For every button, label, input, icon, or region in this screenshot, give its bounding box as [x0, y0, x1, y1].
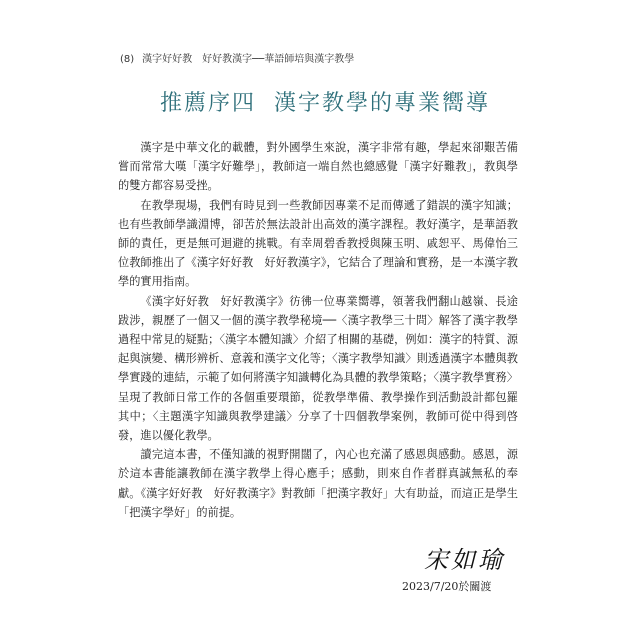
title-part2: 漢字教學的專業嚮導: [274, 91, 491, 116]
page-number: (8): [120, 54, 135, 65]
signing-date: 2023/7/20於關渡: [402, 580, 492, 593]
page-title: [160, 86, 490, 117]
paragraph: 讀完這本書，不僅知識的視野開闊了，內心也充滿了感恩與感動。感恩，源於這本書能讓教師在漢字教學上得心應手；感動，則來自作者群真誠無私的奉獻。《漢字好好教 好好教漢字》對教師「把漢字教好」大有助益，而這正是學生「把漢字學好」的前提。: [118, 448, 518, 519]
paragraph: 在教學現場，我們有時見到一些教師因專業不足而傳遞了錯誤的漢字知識；也有些教師學識淵博，卻苦於無法設計出高效的漢字課程。教好漢字，是華語教師的責任，更是無可迴避的挑戰。有幸周碧香教授與陳玉明、戚恕平、馬偉怡三位教師推出了《漢字好好教 好好教漢字》，它結合了理論和實務，是一本漢字教學的實用指南。: [118, 198, 518, 289]
paragraph: 《漢字好好教 好好教漢字》彷彿一位專業嚮導，領著我們翻山越嶺、長途跋涉，親歷了一個又一個的漢字教學秘境──〈漢字教學三十問〉解答了漢字教學過程中常見的疑點；〈漢字本體知識〉介紹了相關的基礎，例如：漢字的特質、源起與演變、構形辨析、意義和漢字文化等；〈漢字教學知識〉則透過漢字本體與教學實踐的連結，示範了如何將漢字知識轉化為具體的教學策略；〈漢字教學實務〉呈現了教師日常工作的各個重要環節，從教學準備、教學操作到活動設計都包羅其中；〈主題漢字知識與教學建議〉分享了十四個教學案例，教師可從中得到啓發，進以優化教學。: [118, 294, 518, 443]
author-signature: 宋如瑜: [424, 546, 505, 574]
title-part1: 推薦序四: [160, 91, 257, 116]
preface-body: [118, 138, 518, 522]
paragraph: 漢字是中華文化的載體，對外國學生來說，漢字非常有趣，學起來卻艱苦備嘗而常常大嘆「漢字好難學」，教師這一端自然也總感覺「漢字好難教」，教與學的雙方都容易受挫。: [118, 141, 518, 193]
running-head-text: 漢字好好教 好好教漢字──華語師培與漢字教學: [142, 54, 355, 65]
running-head: [120, 50, 540, 65]
